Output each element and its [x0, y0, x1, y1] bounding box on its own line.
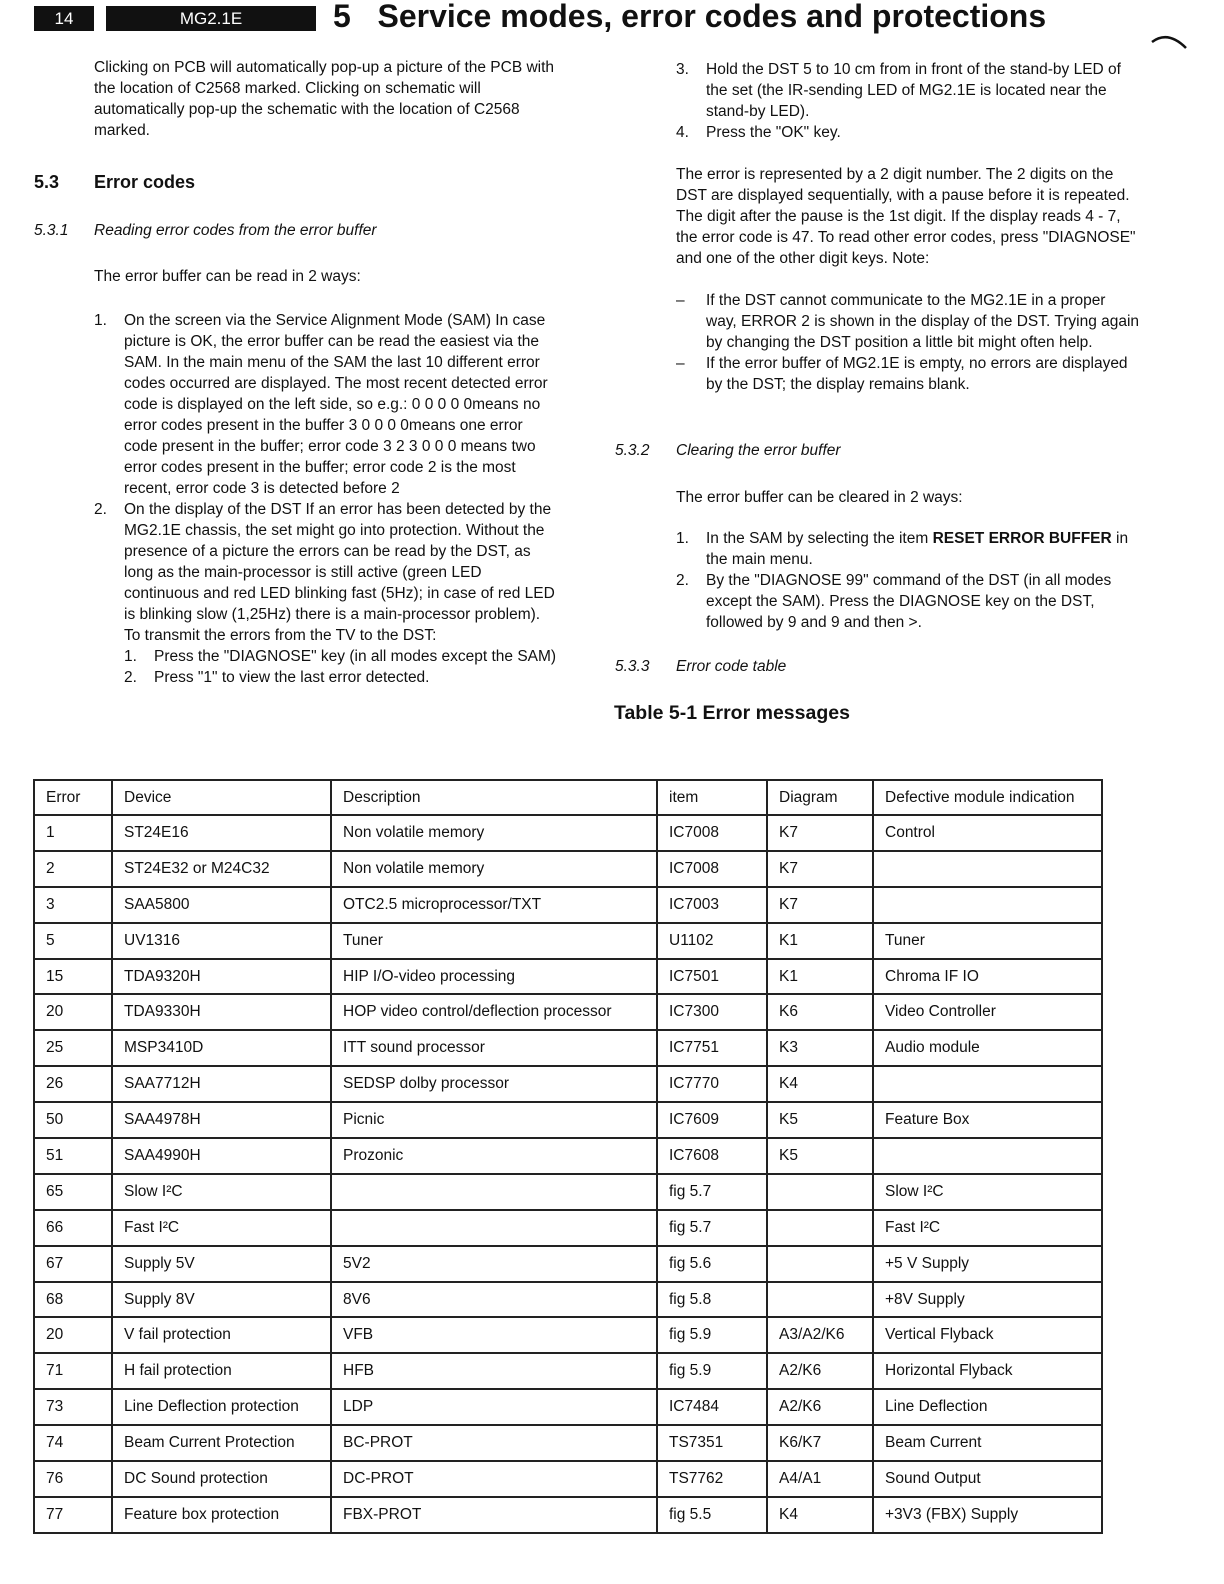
- subsection-number: 5.3.2: [615, 442, 650, 459]
- diagram-cell: K4: [767, 1066, 873, 1102]
- table-row: [34, 994, 1102, 1030]
- list-text: [706, 530, 1128, 568]
- list-item: [676, 122, 1140, 143]
- device-cell: ST24E16: [112, 815, 331, 851]
- note-item: [676, 290, 1140, 353]
- table-row: [34, 1425, 1102, 1461]
- device-cell: TDA9320H: [112, 959, 331, 995]
- table-row: [34, 1030, 1102, 1066]
- error-representation-paragraph: The error is represented by a 2 digit number. The 2 digits on the DST are displayed sequentially, with a pause before it is repeated. The digit after the pause is the 1st digit. If the display reads 4 - 7, the error code is 47. To read other error codes, press "DIAGNOSE" and one of the other digit keys. Note:: [676, 166, 1136, 267]
- column-header: Description: [331, 780, 657, 815]
- diagram-cell: [767, 1174, 873, 1210]
- description-cell: Prozonic: [331, 1138, 657, 1174]
- diagram-cell: K3: [767, 1030, 873, 1066]
- column-header: item: [657, 780, 767, 815]
- list-number: 3.: [676, 61, 689, 78]
- table-row: [34, 1102, 1102, 1138]
- description-cell: [331, 1174, 657, 1210]
- item-cell: TS7762: [657, 1461, 767, 1497]
- note-item: [676, 353, 1140, 395]
- description-cell: DC-PROT: [331, 1461, 657, 1497]
- error-code-cell: 20: [34, 994, 112, 1030]
- description-cell: HFB: [331, 1353, 657, 1389]
- column-header: Error: [34, 780, 112, 815]
- error-code-cell: 67: [34, 1246, 112, 1282]
- error-code-cell: 2: [34, 851, 112, 887]
- device-cell: MSP3410D: [112, 1030, 331, 1066]
- table-row: [34, 1138, 1102, 1174]
- subsection-title: Clearing the error buffer: [676, 442, 841, 459]
- table-row: [34, 815, 1102, 851]
- list-number: 2.: [124, 669, 137, 686]
- error-code-cell: 76: [34, 1461, 112, 1497]
- diagram-cell: K1: [767, 923, 873, 959]
- list-text: On the screen via the Service Alignment Mode (SAM) In case picture is OK, the error buffer can be read the easiest via the SAM. In the main menu of the SAM the last 10 different error codes occurred are displayed. The most recent detected error code is displayed on the left side, so e.g.: 0 0 0 0 0means no error codes present in the buffer 3 0 0 0 0means one error code present in the buffer; error code 3 2 3 0 0 0 means two error codes present in the buffer; error code 2 is the most recent, error code 3 is detected before 2: [124, 312, 548, 497]
- diagram-cell: K7: [767, 851, 873, 887]
- diagram-cell: K4: [767, 1497, 873, 1533]
- device-cell: UV1316: [112, 923, 331, 959]
- description-cell: HIP I/O-video processing: [331, 959, 657, 995]
- description-cell: BC-PROT: [331, 1425, 657, 1461]
- item-cell: U1102: [657, 923, 767, 959]
- error-code-cell: 15: [34, 959, 112, 995]
- error-code-cell: 20: [34, 1317, 112, 1353]
- list-text: Press the "OK" key.: [706, 124, 841, 141]
- device-cell: Slow I²C: [112, 1174, 331, 1210]
- item-cell: IC7770: [657, 1066, 767, 1102]
- section-number: 5.3: [34, 172, 60, 192]
- error-code-cell: 65: [34, 1174, 112, 1210]
- table-row: [34, 887, 1102, 923]
- item-cell: fig 5.6: [657, 1246, 767, 1282]
- error-messages-table: [33, 779, 1103, 1534]
- list-item: [676, 59, 1140, 122]
- page-number: 14: [34, 6, 94, 31]
- module-cell: [873, 1066, 1102, 1102]
- module-cell: [873, 851, 1102, 887]
- device-cell: SAA4978H: [112, 1102, 331, 1138]
- item-cell: IC7609: [657, 1102, 767, 1138]
- diagram-cell: [767, 1246, 873, 1282]
- device-cell: Supply 8V: [112, 1282, 331, 1318]
- item-cell: IC7751: [657, 1030, 767, 1066]
- column-header: Defective module indication: [873, 780, 1102, 815]
- table-row: [34, 1174, 1102, 1210]
- chapter-title: Service modes, error codes and protections: [377, 0, 1047, 34]
- list-number: 2.: [676, 572, 689, 589]
- item-cell: IC7003: [657, 887, 767, 923]
- model-label: MG2.1E: [106, 6, 316, 31]
- list-text-part: In the SAM by selecting the item: [706, 530, 933, 547]
- error-code-cell: 68: [34, 1282, 112, 1318]
- device-cell: Feature box protection: [112, 1497, 331, 1533]
- section-title: Error codes: [94, 172, 196, 192]
- list-number: 1.: [676, 530, 689, 547]
- error-code-cell: 66: [34, 1210, 112, 1246]
- corner-mark-icon: [1150, 28, 1190, 52]
- device-cell: Beam Current Protection: [112, 1425, 331, 1461]
- diagram-cell: [767, 1282, 873, 1318]
- description-cell: FBX-PROT: [331, 1497, 657, 1533]
- table-title: Table 5-1 Error messages: [614, 702, 850, 724]
- description-cell: OTC2.5 microprocessor/TXT: [331, 887, 657, 923]
- sub-list-item: [124, 646, 560, 667]
- module-cell: Audio module: [873, 1030, 1102, 1066]
- device-cell: SAA4990H: [112, 1138, 331, 1174]
- table-row: [34, 1066, 1102, 1102]
- item-cell: IC7008: [657, 815, 767, 851]
- table-row: [34, 1317, 1102, 1353]
- description-cell: Non volatile memory: [331, 815, 657, 851]
- error-code-cell: 74: [34, 1425, 112, 1461]
- error-code-cell: 3: [34, 887, 112, 923]
- module-cell: Horizontal Flyback: [873, 1353, 1102, 1389]
- diagram-cell: K5: [767, 1138, 873, 1174]
- error-code-cell: 71: [34, 1353, 112, 1389]
- module-cell: Video Controller: [873, 994, 1102, 1030]
- diagram-cell: K1: [767, 959, 873, 995]
- diagram-cell: A4/A1: [767, 1461, 873, 1497]
- description-cell: 8V6: [331, 1282, 657, 1318]
- device-cell: SAA5800: [112, 887, 331, 923]
- description-cell: VFB: [331, 1317, 657, 1353]
- module-cell: Control: [873, 815, 1102, 851]
- intro-paragraph: Clicking on PCB will automatically pop-up a picture of the PCB with the location of C2568 marked. Clicking on schematic will automatically pop-up the schematic with the location of C2568 marked.: [94, 59, 555, 139]
- table-row: [34, 1497, 1102, 1533]
- diagram-cell: A3/A2/K6: [767, 1317, 873, 1353]
- diagram-cell: K7: [767, 887, 873, 923]
- list-number: 2.: [94, 501, 107, 518]
- diagram-cell: K6: [767, 994, 873, 1030]
- module-cell: Vertical Flyback: [873, 1317, 1102, 1353]
- diagram-cell: K5: [767, 1102, 873, 1138]
- diagram-cell: [767, 1210, 873, 1246]
- item-cell: fig 5.9: [657, 1317, 767, 1353]
- list-item: [94, 310, 560, 499]
- description-cell: SEDSP dolby processor: [331, 1066, 657, 1102]
- description-cell: Tuner: [331, 923, 657, 959]
- table-row: [34, 1389, 1102, 1425]
- error-code-cell: 26: [34, 1066, 112, 1102]
- list-number: 1.: [124, 648, 137, 665]
- module-cell: [873, 1138, 1102, 1174]
- column-header: Diagram: [767, 780, 873, 815]
- table-row: [34, 959, 1102, 995]
- list-text: Hold the DST 5 to 10 cm from in front of the stand-by LED of the set (the IR-sending LED of MG2.1E is located near the stand-by LED).: [706, 61, 1121, 120]
- diagram-cell: K7: [767, 815, 873, 851]
- list-item: [676, 570, 1140, 633]
- subsection-number: 5.3.1: [34, 222, 69, 239]
- list-number: 4.: [676, 124, 689, 141]
- note-dash: –: [676, 292, 685, 309]
- device-cell: Fast I²C: [112, 1210, 331, 1246]
- description-cell: HOP video control/deflection processor: [331, 994, 657, 1030]
- note-dash: –: [676, 355, 685, 372]
- device-cell: H fail protection: [112, 1353, 331, 1389]
- list-item: [676, 528, 1140, 570]
- item-cell: fig 5.8: [657, 1282, 767, 1318]
- table-header-row: [34, 780, 1102, 815]
- device-cell: SAA7712H: [112, 1066, 331, 1102]
- module-cell: +8V Supply: [873, 1282, 1102, 1318]
- note-text: If the DST cannot communicate to the MG2.1E in a proper way, ERROR 2 is shown in the display of the DST. Trying again by changing the DST position a little bit might often help.: [706, 292, 1140, 351]
- module-cell: +5 V Supply: [873, 1246, 1102, 1282]
- note-text: If the error buffer of MG2.1E is empty, no errors are displayed by the DST; the display remains blank.: [706, 355, 1128, 393]
- item-cell: TS7351: [657, 1425, 767, 1461]
- description-cell: [331, 1210, 657, 1246]
- item-cell: IC7484: [657, 1389, 767, 1425]
- module-cell: Chroma IF IO: [873, 959, 1102, 995]
- module-cell: Fast I²C: [873, 1210, 1102, 1246]
- module-cell: Tuner: [873, 923, 1102, 959]
- device-cell: Line Deflection protection: [112, 1389, 331, 1425]
- device-cell: TDA9330H: [112, 994, 331, 1030]
- chapter-number: 5: [333, 0, 351, 34]
- error-code-cell: 5: [34, 923, 112, 959]
- table-body: [34, 815, 1102, 1533]
- error-code-cell: 50: [34, 1102, 112, 1138]
- subsection-title: Reading error codes from the error buffer: [94, 222, 377, 239]
- error-code-cell: 1: [34, 815, 112, 851]
- module-cell: Sound Output: [873, 1461, 1102, 1497]
- device-cell: ST24E32 or M24C32: [112, 851, 331, 887]
- description-cell: Non volatile memory: [331, 851, 657, 887]
- list-text: On the display of the DST If an error has been detected by the MG2.1E chassis, the set might go into protection. Without the presence of a picture the errors can be read by the DST, as long as the main-processor is still active (green LED continuous and red LED blinking fast (5Hz); in case of red LED is blinking slow (1,25Hz) there is a main-processor problem). To transmit the errors from the TV to the DST:: [124, 501, 555, 644]
- read-methods-list: [94, 310, 560, 688]
- description-cell: ITT sound processor: [331, 1030, 657, 1066]
- error-code-cell: 51: [34, 1138, 112, 1174]
- clear-methods-list: [676, 528, 1140, 633]
- error-code-cell: 73: [34, 1389, 112, 1425]
- item-cell: fig 5.5: [657, 1497, 767, 1533]
- item-cell: IC7300: [657, 994, 767, 1030]
- diagram-cell: A2/K6: [767, 1353, 873, 1389]
- item-cell: IC7008: [657, 851, 767, 887]
- list-item: [94, 499, 560, 688]
- device-cell: DC Sound protection: [112, 1461, 331, 1497]
- module-cell: Feature Box: [873, 1102, 1102, 1138]
- item-cell: fig 5.9: [657, 1353, 767, 1389]
- list-text: Press the "DIAGNOSE" key (in all modes except the SAM): [154, 648, 557, 665]
- subsection-title: Error code table: [676, 658, 787, 675]
- item-cell: fig 5.7: [657, 1210, 767, 1246]
- description-cell: LDP: [331, 1389, 657, 1425]
- chapter-heading: [333, 0, 1046, 36]
- column-header: Device: [112, 780, 331, 815]
- table-row: [34, 1353, 1102, 1389]
- item-cell: fig 5.7: [657, 1174, 767, 1210]
- list-number: 1.: [94, 312, 107, 329]
- module-cell: [873, 887, 1102, 923]
- module-cell: Slow I²C: [873, 1174, 1102, 1210]
- item-cell: IC7501: [657, 959, 767, 995]
- notes-list: [676, 290, 1140, 395]
- device-cell: Supply 5V: [112, 1246, 331, 1282]
- table-row: [34, 1282, 1102, 1318]
- table-row: [34, 1246, 1102, 1282]
- menu-item-name: RESET ERROR BUFFER: [932, 530, 1112, 547]
- read-intro: The error buffer can be read in 2 ways:: [94, 268, 361, 285]
- table-row: [34, 923, 1102, 959]
- diagram-cell: A2/K6: [767, 1389, 873, 1425]
- sub-list-item: [124, 667, 560, 688]
- module-cell: Line Deflection: [873, 1389, 1102, 1425]
- list-text-part: in the main menu.: [706, 530, 1129, 568]
- error-code-cell: 77: [34, 1497, 112, 1533]
- item-cell: IC7608: [657, 1138, 767, 1174]
- module-cell: +3V3 (FBX) Supply: [873, 1497, 1102, 1533]
- table-row: [34, 851, 1102, 887]
- description-cell: 5V2: [331, 1246, 657, 1282]
- description-cell: Picnic: [331, 1102, 657, 1138]
- module-cell: Beam Current: [873, 1425, 1102, 1461]
- list-text: By the "DIAGNOSE 99" command of the DST (in all modes except the SAM). Press the DIAGNOSE key on the DST, followed by 9 and 9 and then >.: [706, 572, 1112, 631]
- table-row: [34, 1210, 1102, 1246]
- subsection-number: 5.3.3: [615, 658, 650, 675]
- clear-intro: The error buffer can be cleared in 2 ways:: [676, 489, 963, 506]
- device-cell: V fail protection: [112, 1317, 331, 1353]
- table-row: [34, 1461, 1102, 1497]
- error-code-cell: 25: [34, 1030, 112, 1066]
- diagram-cell: K6/K7: [767, 1425, 873, 1461]
- list-text: Press "1" to view the last error detected.: [154, 669, 430, 686]
- dst-steps-list: [676, 59, 1140, 143]
